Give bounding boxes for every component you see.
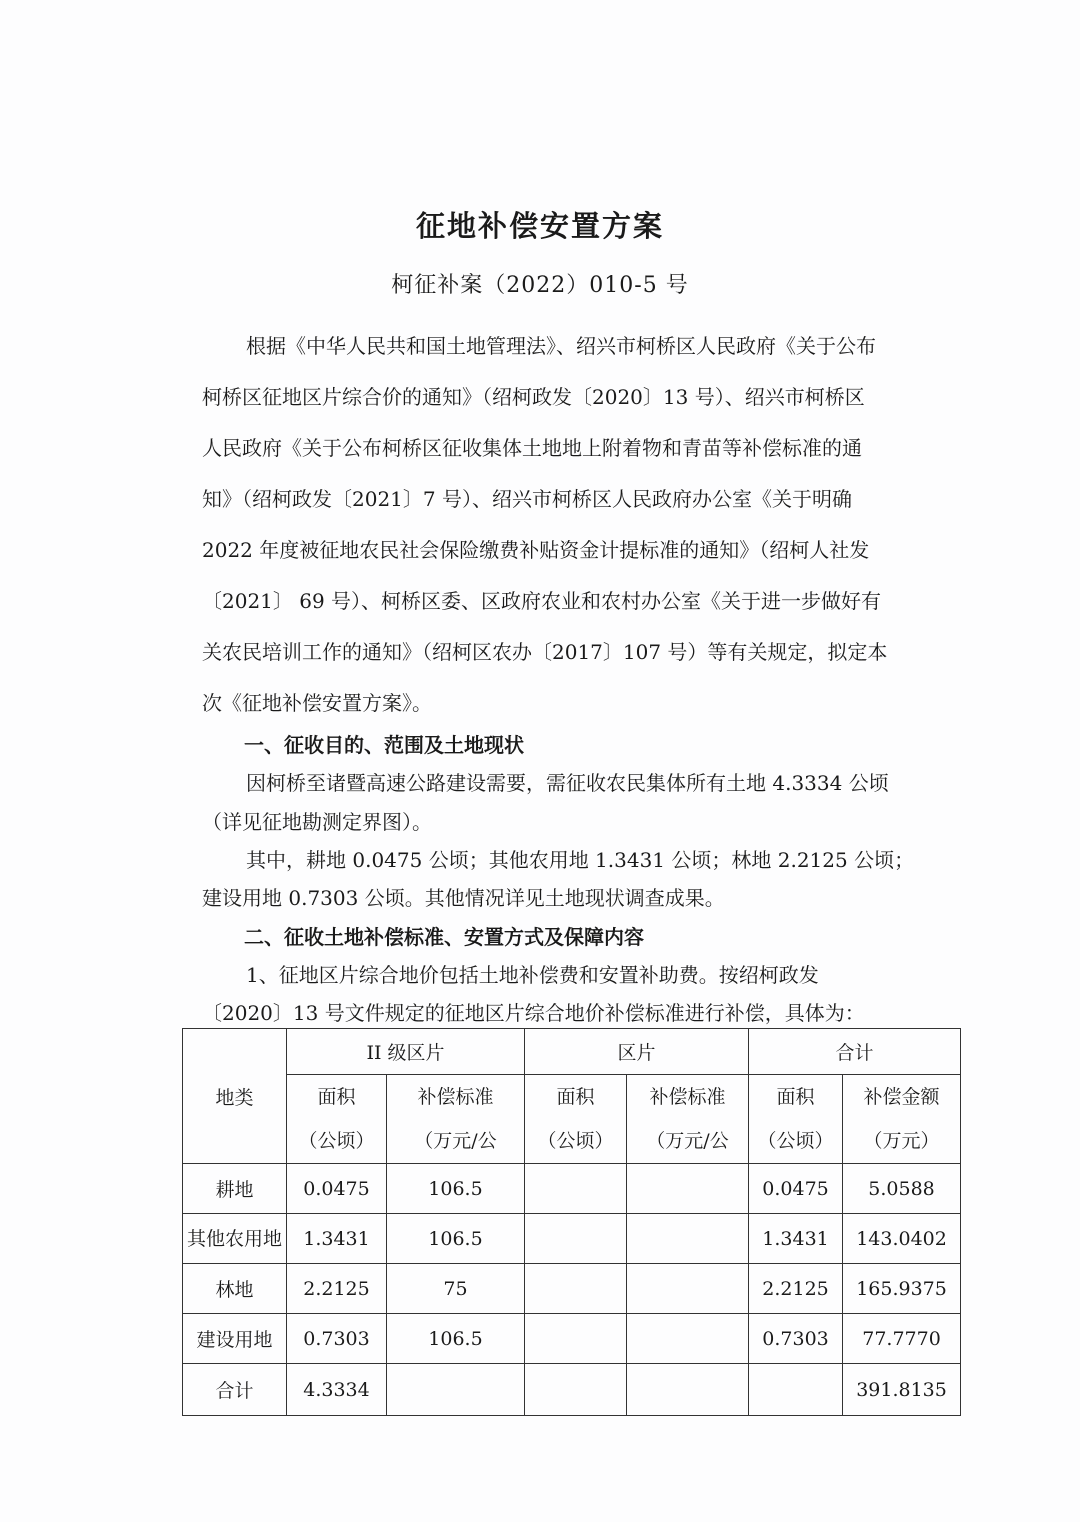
header-amount: 补偿金额 （万元）	[843, 1075, 961, 1164]
table-row: 其他农用地 1.3431 106.5 1.3431 143.0402	[183, 1214, 961, 1264]
table-row-total: 合计 4.3334 391.8135	[183, 1364, 961, 1416]
section2-line: 1、征地区片综合地价包括土地补偿费和安置补助费。按绍柯政发	[246, 963, 819, 987]
table-row: 耕地 0.0475 106.5 0.0475 5.0588	[183, 1164, 961, 1214]
section1-line: （详见征地勘测定界图）。	[202, 810, 432, 834]
header-land-type: 地类	[183, 1029, 287, 1164]
header-area: 面积 （公顷）	[525, 1075, 627, 1164]
header-area: 面积 （公顷）	[287, 1075, 387, 1164]
document-number: 柯征补案（2022）010-5 号	[391, 273, 689, 298]
section1-line: 因柯桥至诸暨高速公路建设需要，需征收农民集体所有土地 4.3334 公顷	[246, 771, 889, 795]
document-title: 征地补偿安置方案	[415, 209, 664, 243]
section2-line: 〔2020〕13 号文件规定的征地区片综合地价补偿标准进行补偿，具体为：	[202, 1001, 865, 1025]
intro-line: 〔2021〕 69 号）、柯桥区委、区政府农业和农村办公室《关于进一步做好有	[202, 589, 882, 613]
header-group-level2: II 级区片	[287, 1029, 525, 1075]
section1-line: 建设用地 0.7303 公顷。其他情况详见土地现状调查成果。	[202, 886, 725, 910]
table-row: 建设用地 0.7303 106.5 0.7303 77.7770	[183, 1314, 961, 1364]
table-row: 林地 2.2125 75 2.2125 165.9375	[183, 1264, 961, 1314]
section1-heading: 一、征收目的、范围及土地现状	[244, 733, 524, 757]
header-group-total: 合计	[749, 1029, 961, 1075]
header-area: 面积 （公顷）	[749, 1075, 843, 1164]
intro-line: 2022 年度被征地农民社会保险缴费补贴资金计提标准的通知》（绍柯人社发	[202, 538, 870, 562]
header-standard: 补偿标准 （万元/公	[627, 1075, 749, 1164]
section2-heading: 二、征收土地补偿标准、安置方式及保障内容	[244, 925, 644, 949]
intro-line: 柯桥区征地区片综合价的通知》（绍柯政发〔2020〕13 号）、绍兴市柯桥区	[202, 385, 865, 409]
header-standard: 补偿标准 （万元/公	[387, 1075, 525, 1164]
section1-line: 其中，耕地 0.0475 公顷；其他农用地 1.3431 公顷；林地 2.2125 公顷；	[246, 848, 915, 872]
intro-line: 人民政府《关于公布柯桥区征收集体土地地上附着物和青苗等补偿标准的通	[202, 436, 862, 460]
intro-line: 知》（绍柯政发〔2021〕7 号）、绍兴市柯桥区人民政府办公室《关于明确	[202, 487, 852, 511]
compensation-table	[182, 1028, 961, 1416]
intro-line: 关农民培训工作的通知》（绍柯区农办〔2017〕107 号）等有关规定，拟定本	[202, 640, 888, 664]
intro-line: 次《征地补偿安置方案》。	[202, 691, 432, 715]
intro-line: 根据《中华人民共和国土地管理法》、绍兴市柯桥区人民政府《关于公布	[246, 334, 876, 358]
header-group-zone: 区片	[525, 1029, 749, 1075]
